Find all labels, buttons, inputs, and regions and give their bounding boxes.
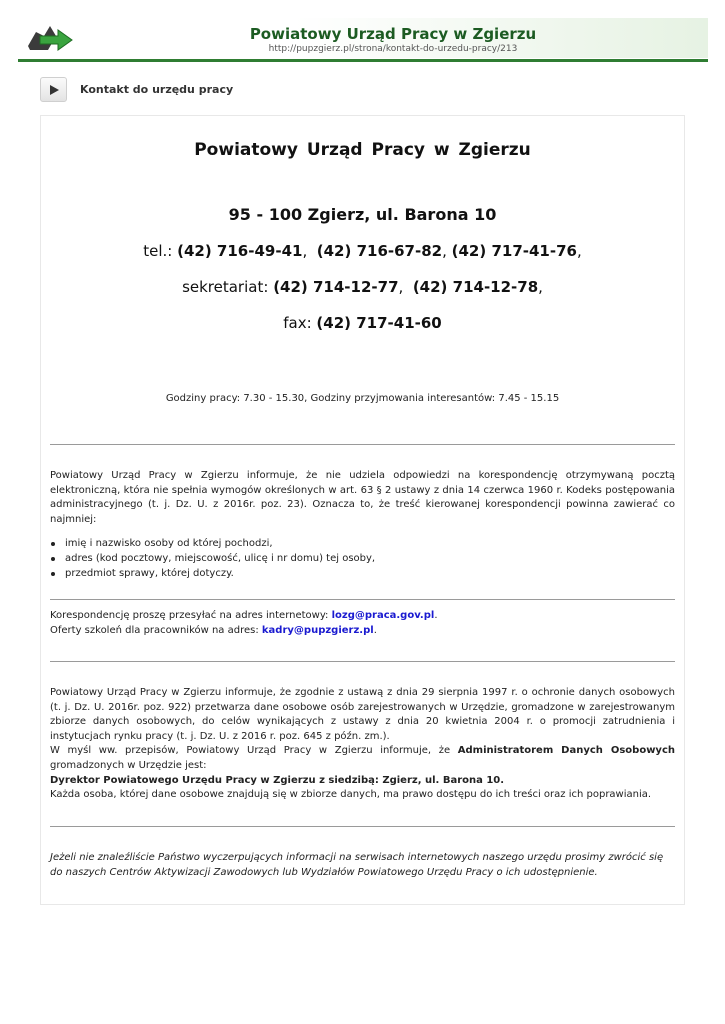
data-protection-notice <box>50 686 675 803</box>
telephone-line: tel.: (42) 716-49-41, (42) 716-67-82, (42) 717-41-76, <box>143 242 582 260</box>
header-underline <box>18 59 708 62</box>
site-title[interactable]: Powiatowy Urząd Pracy w Zgierzu <box>249 25 537 43</box>
fax-line <box>0 314 725 332</box>
divider <box>50 826 675 827</box>
list-item: adres (kod pocztowy, miejscowość, ulicę i nr domu) tej osoby, <box>50 551 650 566</box>
director-line: Dyrektor Powiatowego Urzędu Pracy w Zgierzu z siedzibą: Zgierz, ul. Barona 10. <box>50 774 505 786</box>
bullet-icon <box>51 572 55 576</box>
tel-number: (42) 716-67-82 <box>316 242 443 260</box>
administrator-label: Administratorem Danych Osobowych <box>457 745 675 757</box>
footer-note: Jeżeli nie znaleźliście Państwo wyczerpujących informacji na serwisach internetowych naszego urzędu prosimy zwrócić się do naszych Centrów Aktywizacji Zawodowych lub Wydziałów Powiatowego Urzędu Pracy o ich udostępnienie. <box>50 852 664 878</box>
bullet-icon <box>51 542 55 546</box>
correspondence-intro: Powiatowy Urząd Pracy w Zgierzu informuje, że nie udziela odpowiedzi na korespondencję otrzymywaną pocztą elektroniczną, która nie spełnia wymogów określonych w art. 63 § 2 ustawy z dnia 14 czerwca 1960 r. Kodeks postępowania administracyjnego (t. j. Dz. U. z 2016r. poz. 23). Oznacza to, że treść kierowanej korespondencji powinna zawierać co najmniej: <box>50 470 675 525</box>
correspondence-email-link[interactable]: lozg@praca.gov.pl <box>331 610 435 621</box>
access-rights: Każda osoba, której dane osobowe znajdują się w zbiorze danych, ma prawo dostępu do ich treści oraz ich poprawiania. <box>50 789 652 801</box>
secretariat-label: sekretariat: <box>182 278 269 296</box>
training-email-line: Oferty szkoleń dla pracowników na adres: kadry@pupzgierz.pl. <box>50 625 377 636</box>
correspondence-email-line: Korespondencję proszę przesyłać na adres internetowy: lozg@praca.gov.pl. <box>50 610 438 621</box>
administrator-line-end: gromadzonych w Urzędzie jest: <box>50 759 207 771</box>
divider <box>50 661 675 662</box>
required-info-list <box>50 536 650 581</box>
site-url[interactable]: http://pupzgierz.pl/strona/kontakt-do-urzedu-pracy/213 <box>268 44 518 54</box>
secretariat-number: (42) 714-12-78 <box>412 278 539 296</box>
data-protection-para: Powiatowy Urząd Pracy w Zgierzu informuje, że zgodnie z ustawą z dnia 29 sierpnia 1997 r. o ochronie danych osobowych (t. j. Dz. U. 2016r. poz. 922) przetwarza dane osobowe osób zarejestrowanych w Urzędzie, gromadzone w zarejestrowanym zbiorze danych osobowych, do celów wynikających z ustawy z dnia 20 kwietnia 2004 r. o promocji zatrudnienia i instytucjach rynku pracy (t. j. Dz. U. z 2016 r. poz. 645 z późn. zm.). <box>50 687 675 742</box>
secretariat-number: (42) 714-12-77 <box>273 278 399 296</box>
fax-number: (42) 717-41-60 <box>316 314 442 332</box>
list-item: przedmiot sprawy, której dotyczy. <box>50 566 650 581</box>
office-address: 95 - 100 Zgierz, ul. Barona 10 <box>228 205 497 224</box>
page-header <box>18 18 708 62</box>
fax-label: fax: <box>283 314 312 332</box>
training-email-link[interactable]: kadry@pupzgierz.pl <box>261 625 374 636</box>
tel-label: tel.: <box>143 242 173 260</box>
tel-number: (42) 717-41-76 <box>451 242 577 260</box>
email-contacts <box>50 608 675 638</box>
divider <box>50 599 675 600</box>
section-toggle-button[interactable] <box>40 77 67 102</box>
tel-number: (42) 716-49-41 <box>177 242 303 260</box>
section-title: Kontakt do urzędu pracy <box>80 83 234 96</box>
divider <box>50 444 675 445</box>
office-hours: Godziny pracy: 7.30 - 15.30, Godziny przyjmowania interesantów: 7.45 - 15.15 <box>165 393 560 404</box>
office-name: Powiatowy Urząd Pracy w Zgierzu <box>194 140 531 160</box>
list-item: imię i nazwisko osoby od której pochodzi, <box>50 536 650 551</box>
play-arrow-icon <box>49 84 60 96</box>
secretariat-line: sekretariat: (42) 714-12-77, (42) 714-12-78, <box>182 278 543 296</box>
administrator-line: W myśl ww. przepisów, Powiatowy Urząd Pracy w Zgierzu informuje, że Administratorem Danych Osobowych <box>50 745 675 757</box>
bullet-icon <box>51 557 55 561</box>
